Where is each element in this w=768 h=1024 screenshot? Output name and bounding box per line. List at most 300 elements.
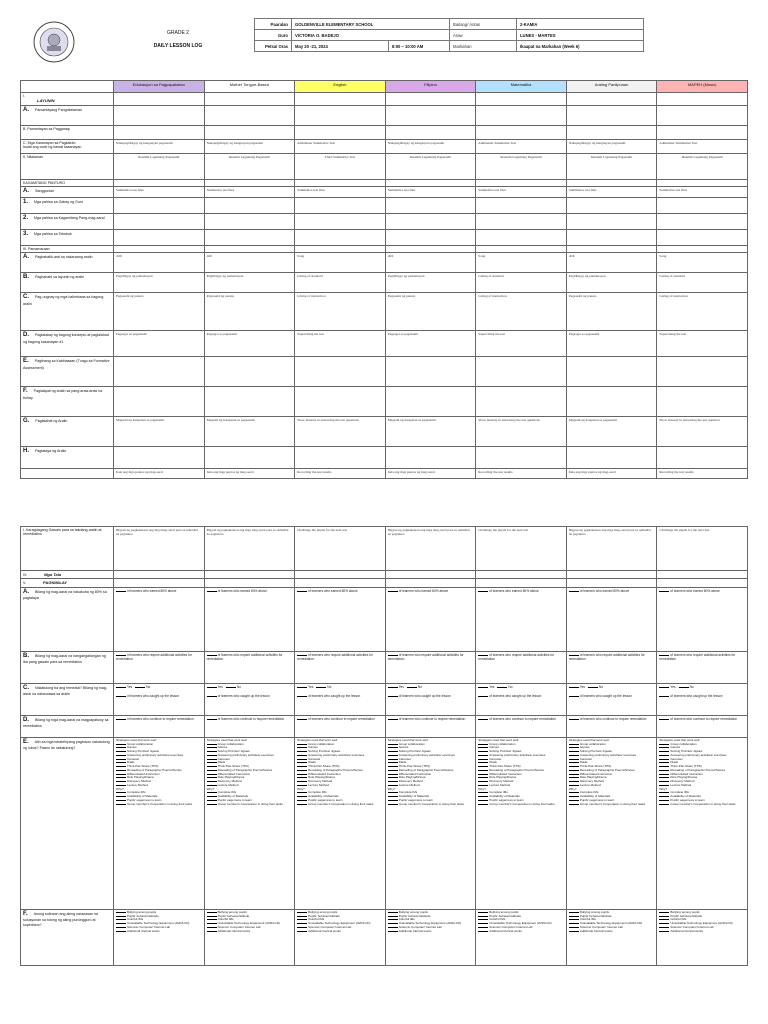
blank-line [116, 655, 126, 656]
blank-line [388, 792, 398, 793]
rc-cell [114, 683, 205, 715]
blank-line [116, 800, 126, 801]
why-label: Why? [478, 786, 486, 791]
subject-header: MAPEH (Music) [657, 81, 748, 93]
strategy-text: Rereading of Paragraphs/ Poems/Stories [217, 767, 273, 772]
deped-seal-icon [32, 20, 76, 64]
lesson-table-part-2 [20, 526, 748, 966]
document-title: DAILY LESSON LOG [153, 43, 203, 49]
blank-line [116, 759, 126, 760]
strategy-text: Group collaboration [127, 741, 154, 746]
blank-line [569, 777, 579, 778]
sanggunian-cell: Summative test files [204, 187, 295, 198]
strategy-text: Diads [579, 760, 588, 765]
pagtalakay-row [21, 331, 748, 357]
paglalahat-cell: Show honesty in answering the test questions [476, 417, 567, 447]
reflection-text: of learners who continue to require remediation [579, 716, 647, 721]
reflection-text: of learners who earned 80% above [398, 588, 449, 593]
problem-text: Bullying among pupils [670, 909, 700, 914]
blank-line [569, 774, 579, 775]
problem-text: Unavailable Technology Equipment (AVR/LCD) [579, 921, 643, 926]
rc-cell [476, 683, 567, 715]
blank-line [207, 781, 217, 782]
reason-text: Availability of Materials [308, 794, 339, 799]
blank-line [569, 687, 579, 688]
blank-line [569, 591, 579, 592]
blank-line [478, 916, 488, 917]
blank-line [207, 655, 217, 656]
strategy-text: Answering preliminary activities/ exercises [127, 752, 184, 757]
blank-line [207, 770, 217, 771]
paghahabi-label: B. Paghahabi sa layunin ng aralin [21, 273, 114, 293]
strategy-text: Discovery Method [398, 779, 423, 784]
blank-line [297, 919, 307, 920]
strategies-heading: Strategies used that work well: [206, 737, 248, 742]
blank-line [116, 762, 126, 763]
strategy-text: Group collaboration [308, 741, 335, 746]
gabay-guro-label: 1. Mga pahina sa Gabay ng Guro [21, 197, 114, 213]
blank-line [297, 927, 307, 928]
blank-line [478, 785, 488, 786]
reason-text: Availability of Materials [489, 794, 520, 799]
reflection-text: of learners who caught up the lesson [308, 693, 361, 698]
blank-line [569, 919, 579, 920]
problem-text: Additional Clerical works [398, 928, 432, 933]
rf-cell [204, 909, 295, 965]
blank-line [659, 696, 669, 697]
blank-line [478, 796, 488, 797]
subject-header: Mother Tongue-Based [204, 81, 295, 93]
yes-label: Yes [308, 684, 314, 689]
ra-cell [657, 587, 748, 651]
yes-no-line [388, 685, 474, 689]
blank-line [659, 912, 669, 913]
reason-item [207, 803, 293, 807]
strategy-text: Group collaboration [398, 741, 425, 746]
yes-no-line [297, 685, 383, 689]
reason-item [388, 803, 474, 807]
blank-line [388, 912, 398, 913]
subject-header-row [21, 81, 748, 93]
blank-line [207, 774, 217, 775]
blank-line [207, 762, 217, 763]
strategy-text: Differentiated Instruction [127, 771, 160, 776]
subject-header: Edukasyon sa Pagpapakatao [114, 81, 205, 93]
strategy-text: Games [489, 745, 499, 750]
reflection-text: of learners who caught up the lesson [217, 693, 270, 698]
strategy-text: Carousel [489, 756, 502, 761]
yes-label: Yes [127, 684, 133, 689]
problem-item [207, 930, 293, 934]
pagtataya-label-row [21, 447, 748, 469]
reason-text: Pupils' eagerness to learn [127, 797, 162, 802]
strategies-heading: Strategies used that work well: [568, 737, 610, 742]
rb-label: B. Bilang ng mag-aaral na nangangailangan ng iba pang gawain para sa remediation [21, 651, 114, 683]
ra-cell [566, 587, 657, 651]
problem-text: Additional Clerical works [308, 928, 341, 933]
balik-aral-cell: Song [295, 253, 386, 273]
strategy-text: Diads [398, 760, 407, 765]
rc-cell [657, 683, 748, 715]
pamantayan-sa-pagganap-label: B. Pamantayan sa Pagganap [21, 126, 114, 140]
problem-item [659, 930, 745, 934]
blank-line [297, 696, 307, 697]
blank-line [497, 687, 507, 688]
blank-line [388, 919, 398, 920]
blank-line [569, 744, 579, 745]
pagtataya-cell: Itala ang mga puntos ng mag-aaral [114, 469, 205, 479]
blank-line [569, 792, 579, 793]
blank-line [297, 931, 307, 932]
day-label: Araw [450, 30, 517, 41]
strategy-text: Answering preliminary activities/ exercises [398, 752, 455, 757]
blank-line [569, 747, 579, 748]
blank-line [478, 719, 488, 720]
blank-line [388, 916, 398, 917]
rf-label: F. Anong suliranin ang aking naranasan na solusyunan sa tulong ng aking punongguro at superbisor? [21, 909, 114, 965]
blank-line [478, 774, 488, 775]
blank-line [207, 804, 217, 805]
strategy-text: Rereading of Paragraphs/ Poems/Stories [308, 767, 363, 772]
date-label: Petsa/ Oras [255, 41, 292, 52]
blank-line [207, 777, 217, 778]
blank-line [226, 687, 236, 688]
blank-line [116, 747, 126, 748]
strategy-text: Solving Puzzles/ Jigsaw [217, 749, 250, 754]
strategy-text: Discovery Method [308, 779, 333, 784]
pagtalakay-cell: Pagsagot sa pagsusulit [385, 331, 476, 357]
rb-cell [566, 651, 657, 683]
blank-line [569, 804, 579, 805]
paghahabi-cell: Giving of standard [657, 273, 748, 293]
rf-cell [114, 909, 205, 965]
blank-line [659, 931, 669, 932]
nilalaman-cell: Ikaanim Lagumang Pagsusulit [204, 154, 295, 180]
strategy-text: Carousel [127, 756, 140, 761]
mga-tala-label: IV. Mga Tala [21, 571, 114, 579]
blank-line [297, 796, 307, 797]
layunin-row [21, 93, 748, 106]
blank-line [297, 655, 307, 656]
strategy-text: Differentiated Instruction [217, 771, 251, 776]
rc-cell [566, 683, 657, 715]
yes-no-line [478, 685, 564, 689]
rb-cell [476, 651, 567, 683]
problem-item [297, 930, 383, 934]
reflection-text: of learners who require additional activities for remediation [206, 652, 283, 661]
strategy-text: Solving Puzzles/ Jigsaw [489, 749, 522, 754]
yes-label: Yes [579, 684, 586, 689]
blank-line [207, 766, 217, 767]
blank-line [478, 687, 488, 688]
balik-aral-cell: drill [114, 253, 205, 273]
blank-line [297, 800, 307, 801]
pag-uugnay-label: C. Pag-uugnay ng mga halimbawa sa bagong aralin [21, 293, 114, 331]
strategy-text: Lecture Method [127, 782, 148, 787]
karagdagan-cell: Challenge the pupils for the next test [657, 527, 748, 571]
paghahabi-cell: Pagbibigay ng pamantayan [204, 273, 295, 293]
strategy-text: Solving Puzzles/ Jigsaw [308, 749, 341, 754]
paglalahat-cell: Magsabi ng katapatan sa pagsusulit [204, 417, 295, 447]
strategy-text: Think-Pair-Share (TPS) [489, 764, 521, 769]
blank-line [297, 759, 307, 760]
problem-text: Colorful IMs [308, 917, 325, 922]
pagtalakay-label: D. Pagtalakay ng bagong konsepto at paglalahad ng bagong kasanayan #1 [21, 331, 114, 357]
blank-line [659, 927, 669, 928]
reason-text: Group member's Cooperation in doing their tasks [217, 801, 283, 806]
re-cell [385, 737, 476, 909]
problem-text: Science/ Computer/ Internet Lab [217, 924, 261, 929]
why-label: Why? [116, 786, 124, 791]
kasanayan-cell: Administer Summative Test [657, 140, 748, 154]
karagdagan-row [21, 527, 748, 571]
blank-line [407, 687, 417, 688]
strategy-text: Rereading of Paragraphs/ Poems/Stories [579, 767, 635, 772]
strategy-text: Games [579, 745, 590, 750]
blank-line [569, 719, 579, 720]
blank-line [659, 751, 669, 752]
yes-no-line [207, 685, 293, 689]
blank-line [207, 785, 217, 786]
strategy-text: Games [217, 745, 228, 750]
nilalaman-row [21, 154, 748, 180]
problem-text: Additional Clerical works [670, 928, 704, 933]
grade-label: GRADE 2 [167, 30, 189, 36]
reflection-text: of learners who continue to require remediation [217, 716, 285, 721]
rb-cell [385, 651, 476, 683]
karagdagan-cell: Challenge the pupils for the next test [476, 527, 567, 571]
time-value: 8:00 – 10:00 AM [389, 41, 450, 52]
strategy-text: Answering preliminary activities/ exercises [579, 752, 636, 757]
karagdagan-cell: Bigyan ng pagkakataon ang mga mag-aaral para sa remedial na pagtuturo [114, 527, 205, 571]
blank-line [388, 755, 398, 756]
teksbuk-row [21, 229, 748, 245]
blank-line [478, 931, 488, 932]
strategy-text: Role Playing/Drama [579, 775, 607, 780]
blank-line [297, 687, 307, 688]
blank-line [388, 766, 398, 767]
why-label: Why? [659, 786, 668, 791]
strategy-text: Rereading of Paragraphs/ Poems/Stories [489, 767, 544, 772]
strategies-heading: Strategies used that work well: [659, 737, 701, 742]
blank-line [478, 804, 488, 805]
ra-cell [476, 587, 567, 651]
blank-line [478, 755, 488, 756]
pagtataya-cell: Recording the test results [295, 469, 386, 479]
blank-line [478, 923, 488, 924]
kasanayan-row [21, 140, 748, 154]
blank-line [478, 777, 488, 778]
paghahabi-cell: Giving of standard [476, 273, 567, 293]
reflection-text: of learners who earned 80% above [217, 588, 268, 593]
lesson-log-page-2 [20, 526, 748, 1006]
blank-line [388, 800, 398, 801]
blank-line [388, 696, 398, 697]
karagdagan-cell: Bigyan ng pagkakataon ang mga mag-aaral para sa remedial na pagtuturo [566, 527, 657, 571]
problem-text: Bullying among pupils [127, 909, 157, 914]
blank-line [116, 777, 126, 778]
rf-cell [566, 909, 657, 965]
blank-line [659, 800, 669, 801]
nilalaman-cell: Ikaanim Lagumang Pagsusulit [476, 154, 567, 180]
reflection-text: of learners who caught up the lesson [398, 693, 451, 698]
re-cell [566, 737, 657, 909]
subject-header: Araling Panlipunan [566, 81, 657, 93]
blank-line [116, 792, 126, 793]
rc-label: C. Nakatulong ba ang remedial? Bilang ng mag-aaral na nakaunawa sa aralin [21, 683, 114, 715]
blank-line [569, 751, 579, 752]
pagtataya-row [21, 469, 748, 479]
rd-cell [204, 715, 295, 737]
blank-line [659, 747, 669, 748]
rd-cell [295, 715, 386, 737]
teacher-value: VICTORIA O. BADEJO [292, 30, 450, 41]
strategy-text: Games [127, 745, 137, 750]
paglalahat-label: G. Paglalahat ng Aralin [21, 417, 114, 447]
rb-cell [657, 651, 748, 683]
rf-cell [657, 909, 748, 965]
reflection-text: of learners who continue to require remediation [127, 716, 194, 721]
blank-line [207, 927, 217, 928]
strategy-text: Group collaboration [217, 741, 244, 746]
strategies-heading: Strategies used that work well: [387, 737, 429, 742]
strategy-text: Diads [308, 760, 316, 765]
re-cell [114, 737, 205, 909]
strategy-text: Carousel [217, 756, 230, 761]
blank-line [207, 916, 217, 917]
strategy-text: Lecture Method [217, 782, 239, 787]
strategy-text: Games [398, 745, 409, 750]
problem-text: Pupils' behavior/attitude [217, 913, 250, 918]
problem-item [116, 930, 202, 934]
layunin-label: I. LAYUNIN [21, 93, 114, 106]
re-cell [476, 737, 567, 909]
ra-cell [204, 587, 295, 651]
rf-cell [476, 909, 567, 965]
problem-text: Bullying among pupils [489, 909, 519, 914]
blank-line [116, 781, 126, 782]
day-value: LUNES - MARTES [517, 30, 644, 41]
blank-line [116, 744, 126, 745]
no-label: No [236, 684, 241, 689]
paglalahat-cell: Show honesty in answering the test questions [295, 417, 386, 447]
blank-line [478, 919, 488, 920]
paghahabi-cell: Giving of standard [295, 273, 386, 293]
sanggunian-cell: Summative test files [295, 187, 386, 198]
blank-line [116, 770, 126, 771]
kasanayan-cell: Nakapagbibigay ng kaugnayan pagsusulit [114, 140, 205, 154]
balik-aral-cell: drill [385, 253, 476, 273]
reflection-text: of learners who require additional activities for remediation [387, 652, 464, 661]
blank-line [207, 931, 217, 932]
problem-text: Pupils' behavior/attitude [308, 913, 340, 918]
reason-text: Group member's Cooperation in doing their tasks [489, 801, 555, 806]
blank-line [659, 770, 669, 771]
kasanayan-label: C. Mga Kasanayan sa Pagkatuto Isulat ang code ng bawat kasanayan [21, 140, 114, 154]
problem-text: Colorful IMs [670, 917, 687, 922]
nilalaman-cell: Ikaanim Lagumang Pagsusulit [566, 154, 657, 180]
problem-text: Pupils' behavior/attitude [670, 913, 703, 918]
lesson-log-page-1 [20, 18, 748, 490]
reason-text: Complete IMs [670, 790, 689, 795]
blank-line [478, 744, 488, 745]
no-label: No [689, 684, 694, 689]
caught-up-line [297, 694, 383, 698]
blank-line [116, 796, 126, 797]
strategy-text: Think-Pair-Share (TPS) [579, 764, 612, 769]
paglalahat-row [21, 417, 748, 447]
kagamitang-mag-aaral-row [21, 213, 748, 229]
pag-uugnay-cell: Pagsasabi ng panuto [114, 293, 205, 331]
pag-uugnay-row [21, 293, 748, 331]
blank-line [297, 762, 307, 763]
why-label: Why? [206, 786, 215, 791]
pagtataya-label: H. Pagtataya ng Aralin [21, 447, 114, 469]
blank-line [297, 923, 307, 924]
pamamaraan-row [21, 245, 748, 252]
blank-line [569, 785, 579, 786]
strategy-text: Role Playing/Drama [398, 775, 426, 780]
blank-line [388, 774, 398, 775]
pagtalakay-cell: Supervising the test [295, 331, 386, 357]
strategy-text: Answering preliminary activities/ exercises [489, 752, 546, 757]
strategy-text: Answering preliminary activities/ exercises [308, 752, 365, 757]
reason-text: Group member's Cooperation in doing their tasks [579, 801, 646, 806]
problem-text: Bullying among pupils [217, 909, 247, 914]
rb-cell [295, 651, 386, 683]
teksbuk-label: 3. Mga pahina sa Teksbuk [21, 229, 114, 245]
caught-up-line [207, 694, 293, 698]
caught-up-line [478, 694, 564, 698]
blank-line [659, 744, 669, 745]
blank-line [388, 687, 398, 688]
reason-item [116, 803, 202, 807]
blank-line [569, 762, 579, 763]
re-cell [204, 737, 295, 909]
pag-uugnay-cell: Pagsasabi ng panuto [566, 293, 657, 331]
nilalaman-cell: Ikaanim Lagumang Pagsusulit [657, 154, 748, 180]
blank-line [478, 927, 488, 928]
blank-line [116, 785, 126, 786]
blank-line [207, 719, 217, 720]
problem-text: Bullying among pupils [579, 909, 609, 914]
strategy-text: Discovery Method [579, 779, 604, 784]
problem-text: Unavailable Technology Equipment (AVR/LCD) [398, 921, 462, 926]
blank-line [116, 927, 126, 928]
blank-line [569, 800, 579, 801]
blank-line [388, 923, 398, 924]
strategy-text: Discovery Method [489, 779, 514, 784]
blank-line [207, 744, 217, 745]
blank-line [659, 591, 669, 592]
reason-text: Group member's Cooperation in doing their tasks [398, 801, 464, 806]
strategy-text: Discovery Method [127, 779, 152, 784]
blank-line [569, 770, 579, 771]
karagdagan-cell: Challenge the pupils for the next test [295, 527, 386, 571]
blank-line [116, 923, 126, 924]
pag-uugnay-cell: Giving of instruction [476, 293, 567, 331]
blank-line [388, 747, 398, 748]
blank-line [116, 755, 126, 756]
reflection-text: of learners who continue to require remediation [398, 716, 466, 721]
strategy-text: Games [308, 745, 318, 750]
blank-line [659, 919, 669, 920]
strategy-text: Role Playing/Drama [670, 775, 698, 780]
school-label: Paaralan [255, 19, 292, 30]
rb-cell [204, 651, 295, 683]
reflection-text: of learners who require additional activities for remediation [568, 652, 645, 661]
reason-text: Group member's Cooperation in doing their tasks [670, 801, 736, 806]
